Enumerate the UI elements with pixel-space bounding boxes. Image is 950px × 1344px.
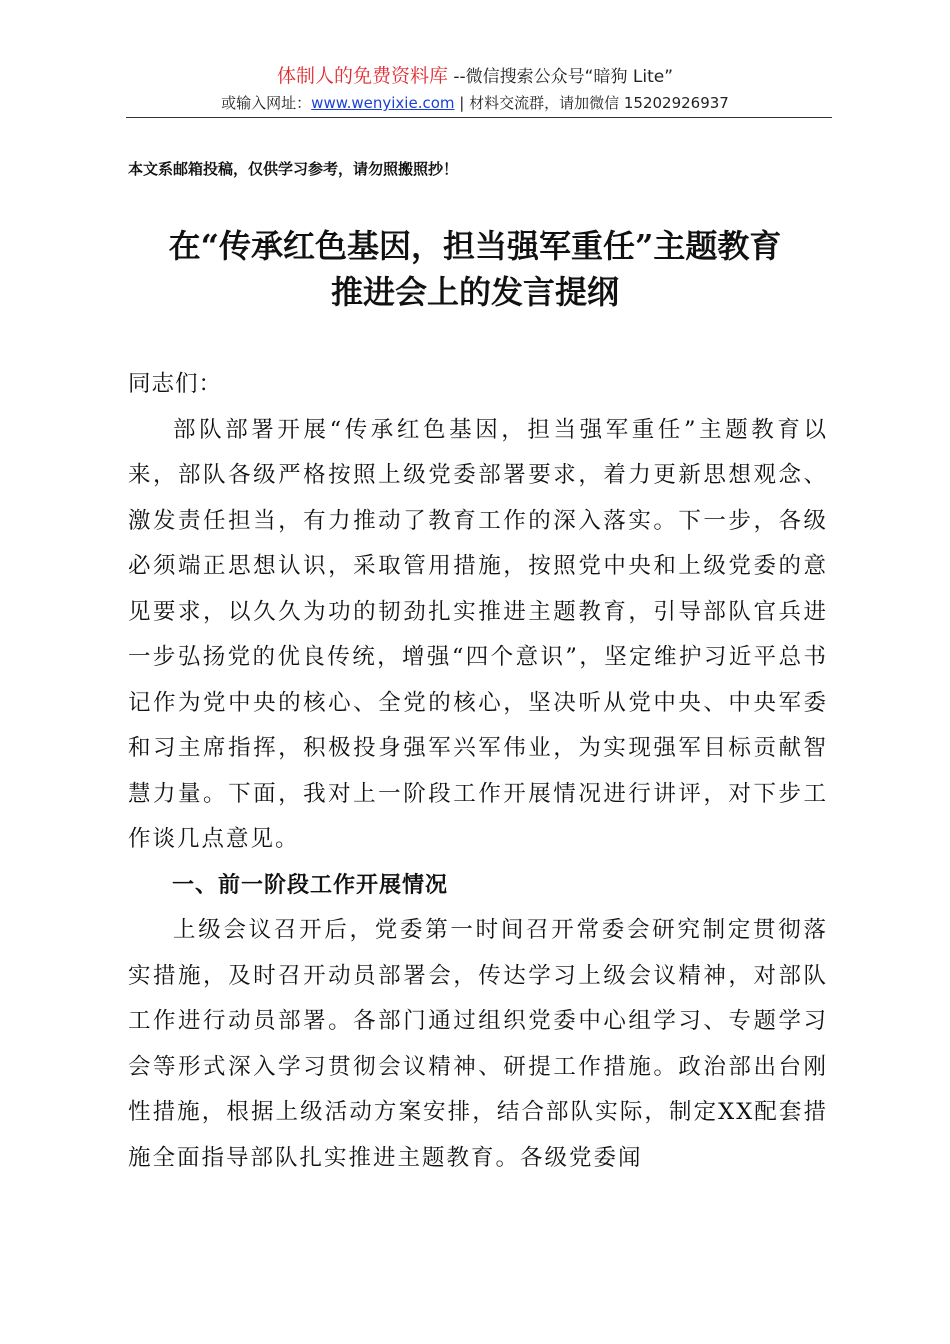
website-link[interactable]: www.wenyixie.com [311,94,455,112]
site-name: 体制人的免费资料库 [276,65,448,87]
title-line-1: 在“传承红色基因，担当强军重任”主题教育 [168,227,782,265]
header-tagline: --微信搜索公众号“暗狗 Lite” [448,67,674,87]
header-line-2 [0,91,950,115]
title-line-2: 推进会上的发言提纲 [330,273,619,311]
paragraph-1: 部队部署开展“传承红色基因，担当强军重任”主题教育以来，部队各级严格按照上级党委部署要求，着力更新思想观念、激发责任担当，有力推动了教育工作的深入落实。下一步，各级必须端正思想认识，采取管用措施，按照党中央和上级党委的意见要求，以久久为功的韧劲扎实推进主题教育，引导部队官兵进一步弘扬党的优良传统，增强“四个意识”，坚定维护习近平总书记作为党中央的核心、全党的核心，坚决听从党中央、中央军委和习主席指挥，积极投身强军兴军伟业，为实现强军目标贡献智慧力量。下面，我对上一阶段工作开展情况进行讲评，对下步工作谈几点意见。 [128,416,828,852]
document-body [128,362,828,1181]
contact-info: | 材料交流群，请加微信 15202926937 [454,94,729,112]
page-header [0,64,950,115]
section-heading-1: 一、前一阶段工作开展情况 [172,872,449,898]
header-line-1 [0,64,950,89]
submission-notice: 本文系邮箱投稿，仅供学习参考，请勿照搬照抄！ [128,160,459,178]
paragraph-2: 上级会议召开后，党委第一时间召开常委会研究制定贯彻落实措施，及时召开动员部署会，传达学习上级会议精神，对部队工作进行动员部署。各部门通过组织党委中心组学习、专题学习会等形式深入学习贯彻会议精神、研提工作措施。政治部出台刚性措施，根据上级活动方案安排，结合部队实际，制定XX配套措施全面指导部队扎实推进主题教育。各级党委闻 [128,917,828,1171]
url-prefix: 或输入网址： [221,94,312,112]
document-title [0,223,950,315]
salutation: 同志们： [128,371,223,397]
header-divider [126,117,832,118]
